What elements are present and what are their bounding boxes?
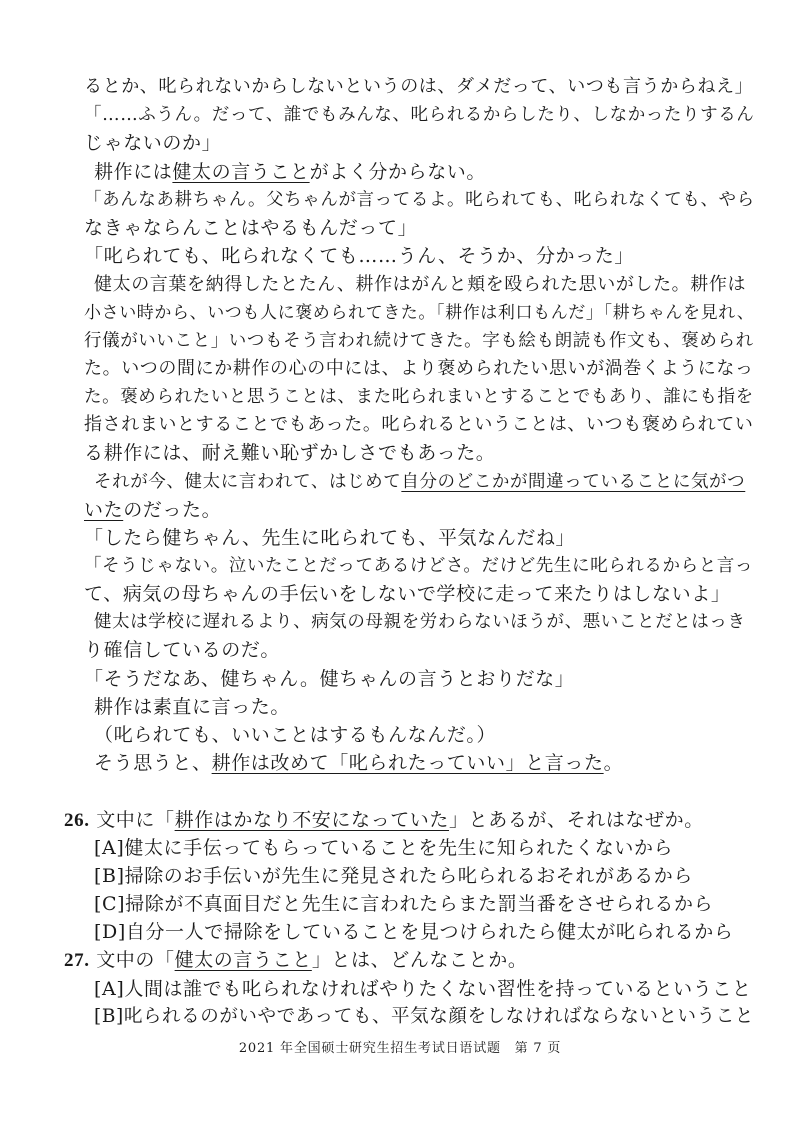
passage-line: 健太は学校に遅れるより、病気の母親を労わらないほうが、悪いことだとはっき [94,612,746,632]
passage-line: （叱られても、いいことはするもんなんだ。） [94,724,497,746]
underlined-phrase: 耕作はかなり不安になっていた [174,809,450,831]
passage-line: るとか、叱られないからしないというのは、ダメだって、いつも言うからねえ」 [84,76,754,97]
question-26-option-b: [B]掃除のお手伝いが先生に発見されたら叱られるおそれがあるから [94,865,693,887]
question-26-option-a: [A]健太に手伝ってもらっていることを先生に知られたくないから [94,837,674,859]
passage-line: 耕作には健太の言うことがよく分からない。 [94,161,487,183]
question-number: 26. [64,810,90,831]
passage-line: 「そうじゃない。泣いたことだってあるけどさ。だけど先生に叱られるからと言っ [84,556,753,576]
passage-line: 「あんなあ耕ちゃん。父ちゃんが言ってるよ。叱られても、叱られなくても、やら [84,190,755,210]
underlined-phrase: 自分のどこかが間違っていることに気がつ [401,472,746,492]
passage-line: それが今、健太に言われて、はじめて自分のどこかが間違っていることに気がつ [94,472,746,492]
question-26-stem: 26. 文中に「耕作はかなり不安になっていた」とあるが、それはなぜか。 [64,809,704,831]
passage-line: る耕作には、耐え難い恥ずかしさでもあった。 [84,442,496,464]
underlined-phrase: 耕作は改めて「叱られたっていい」と言った [211,752,604,774]
passage-line: そう思うと、耕作は改めて「叱られたっていい」と言った。 [94,752,624,774]
passage-line: 行儀がいいこと」いつもそう言われ続けてきた。字も絵も朗読も作文も、褒められ [84,331,754,351]
passage-line: じゃないのか」 [84,132,222,154]
passage-line: なきゃならんことはやるもんだって」 [84,217,418,239]
passage-line: 「叱られても、叱られなくても……うん、そうか、分かった」 [84,245,634,267]
page-footer: 2021 年全国硕士研究生招生考试日语试题 第 7 页 [238,1041,562,1056]
passage-line: 小さい時から、いつも人に褒められてきた。「耕作は利口もんだ」「耕ちゃんを見れ、 [84,303,755,323]
passage-line: 「そうだなあ、健ちゃん。健ちゃんの言うとおりだな」 [84,668,575,690]
question-number: 27. [64,950,90,971]
question-27-option-a: [A]人間は誰でも叱られなければやりたくない習性を持っているということ [94,978,752,1000]
passage-line: 「したら健ちゃん、先生に叱られても、平気なんだね」 [84,527,576,549]
underlined-phrase: 健太の言うこと [174,949,312,971]
passage-line: た。褒められたいと思うことは、また叱られまいとすることでもあり、誰にも指を [84,387,754,407]
passage-line: て、病気の母ちゃんの手伝いをしないで学校に走って来たりはしないよ」 [84,583,731,605]
question-26-option-c: [C]掃除が不真面目だと先生に言われたらまた罰当番をさせられるから [94,893,714,915]
passage-line: り確信しているのだ。 [84,639,281,661]
passage-line: いたのだった。 [84,499,222,521]
question-27-option-b: [B]叱られるのがいやであっても、平気な顔をしなければならないということ [94,1006,754,1027]
passage-line: 「……ふうん。だって、誰でもみんな、叱られるからしたり、しなかったりするん [84,105,755,125]
passage-line: 指されまいとすることでもあった。叱られるということは、いつも褒められてい [84,414,754,435]
question-26-option-d: [D]自分一人で掃除をしていることを見つけられたら健太が叱られるから [94,921,734,943]
passage-line: た。いつの間にか耕作の心の中には、より褒められたい思いが渦巻くようになっ [84,358,754,379]
underlined-phrase: いた [84,499,124,521]
question-27-stem: 27. 文中の「健太の言うこと」とは、どんなことか。 [64,949,528,971]
underlined-phrase: 健太の言うこと [172,161,310,183]
passage-line: 耕作は素直に言った。 [94,696,291,718]
passage-line: 健太の言葉を納得したとたん、耕作はがんと頬を殴られた思いがした。耕作は [94,274,747,295]
